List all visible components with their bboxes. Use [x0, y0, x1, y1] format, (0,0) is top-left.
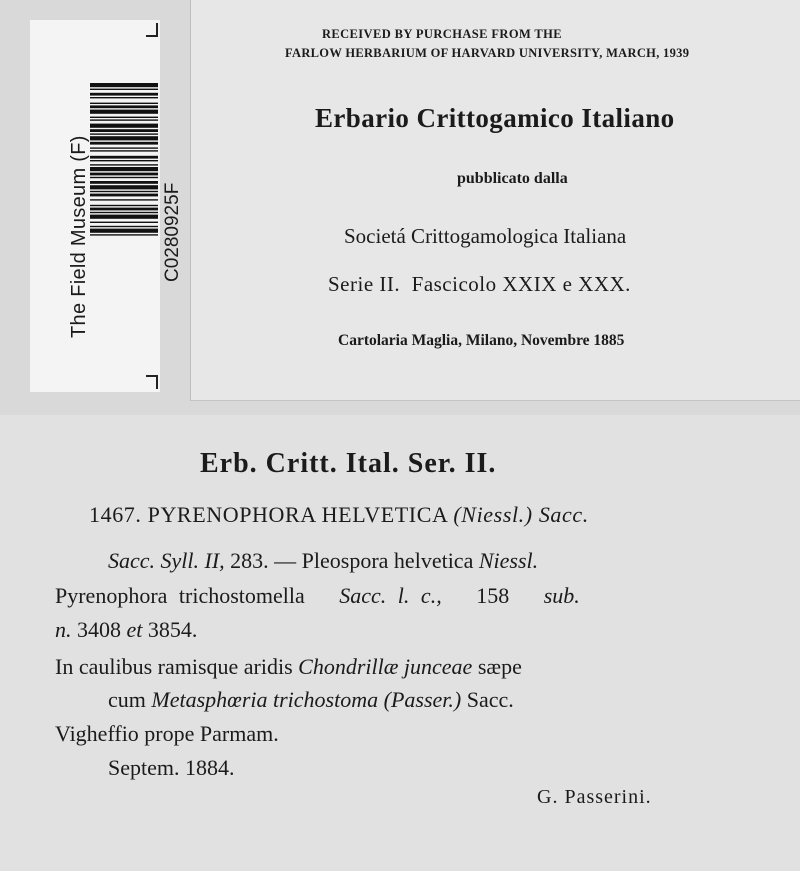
barcode-bar: [90, 181, 158, 184]
barcode-bar: [90, 226, 158, 227]
barcode-bar: [90, 208, 158, 211]
species-line: [89, 502, 589, 528]
synonym: Pyrenophora trichostomella: [55, 583, 305, 608]
exsiccata-number: 1467.: [89, 502, 142, 527]
host-name: Chondrillæ junceae: [298, 654, 473, 679]
barcode-icon: [90, 83, 158, 355]
barcode-bar: [90, 110, 158, 114]
crop-mark-icon: [146, 23, 158, 37]
collection-date: Septem. 1884.: [108, 755, 235, 780]
collector-name: G. Passerini.: [537, 786, 652, 808]
barcode-bar: [90, 105, 158, 108]
reference-page: 283. —: [230, 548, 297, 573]
basionym: Pleospora helvetica: [301, 548, 474, 573]
barcode-bar: [90, 185, 158, 189]
barcode-bar: [90, 164, 158, 165]
habitat-text-2: sæpe: [477, 654, 522, 679]
barcode-bar: [90, 194, 158, 197]
barcode-bar: [90, 229, 158, 233]
associate-line: [108, 687, 514, 713]
basionym-author: Niessl.: [478, 548, 539, 573]
synonym-line: [55, 583, 580, 609]
barcode-bar: [90, 119, 158, 120]
authority-paren: (Niessl.): [453, 502, 533, 527]
barcode-bar: [90, 103, 158, 104]
habitat-text: In caulibus ramisque aridis: [55, 654, 293, 679]
barcode-bar: [90, 147, 158, 148]
synonym-numbers-line: [55, 617, 197, 643]
label-title: Erbario Crittogamico Italiano: [315, 103, 675, 133]
barcode-bar: [90, 136, 158, 140]
synonym-n: n.: [55, 617, 72, 642]
collection-label: [190, 0, 800, 401]
society-name: Societá Crittogamologica Italiana: [344, 224, 627, 248]
synonym-number-2: 3854.: [147, 617, 198, 642]
crop-mark-icon: [146, 375, 158, 389]
exsiccata-heading: Erb. Critt. Ital. Ser. II.: [200, 448, 497, 479]
associate-author: Sacc.: [466, 687, 514, 712]
barcode-bar: [90, 212, 158, 213]
published-by: pubblicato dalla: [457, 170, 568, 187]
barcode-bar: [90, 156, 158, 159]
barcode-bar: [90, 89, 158, 90]
authority: Sacc.: [538, 502, 589, 527]
synonym-page: 158: [476, 583, 510, 608]
associate-author-paren: (Passer.): [383, 687, 462, 712]
barcode-bar: [90, 93, 158, 96]
barcode-bar: [90, 199, 158, 200]
habitat-line: [55, 654, 522, 680]
associate-with: cum: [108, 687, 146, 712]
lower-label-background: [0, 415, 800, 871]
barcode-bar: [90, 234, 158, 235]
barcode-bar: [90, 215, 158, 219]
barcode-bar: [90, 173, 158, 176]
barcode-bar: [90, 133, 158, 134]
barcode-bar: [90, 167, 158, 171]
barcode-bar: [90, 142, 158, 145]
barcode-bar: [90, 97, 158, 98]
barcode-bar: [90, 222, 158, 223]
barcode-bar: [90, 160, 158, 161]
associate-name: Metasphœria trichostoma: [151, 687, 379, 712]
locality: Vigheffio prope Parmam.: [55, 721, 279, 746]
species-name: PYRENOPHORA HELVETICA: [147, 502, 448, 527]
barcode-bar: [90, 129, 158, 132]
barcode-bar: [90, 177, 158, 178]
received-line: RECEIVED BY PURCHASE FROM THE: [321, 27, 563, 41]
institution-text: The Field Museum (F): [68, 135, 90, 338]
synonym-sub: sub.: [543, 583, 580, 608]
barcode-label: [30, 20, 183, 392]
synonym-et: et: [126, 617, 143, 642]
barcode-bar: [90, 117, 158, 118]
barcode-bar: [90, 124, 158, 128]
reference-line: [108, 548, 538, 574]
barcode-bar: [90, 205, 158, 206]
barcode-bar: [90, 150, 158, 151]
synonym-reference: Sacc. l. c.,: [339, 583, 442, 608]
farlow-line: FARLOW HERBARIUM OF HARVARD UNIVERSITY, MARCH, 1939: [285, 46, 690, 60]
printer-line: Cartolaria Maglia, Milano, Novembre 1885: [338, 332, 625, 349]
barcode-bar: [90, 191, 158, 192]
synonym-number-1: 3408: [77, 617, 121, 642]
reference-sacc: Sacc. Syll. II,: [108, 548, 225, 573]
barcode-bar: [90, 83, 158, 87]
series-line: Serie II. Fascicolo XXIX e XXX.: [328, 272, 631, 296]
catalog-number: C0280925F: [162, 182, 183, 282]
